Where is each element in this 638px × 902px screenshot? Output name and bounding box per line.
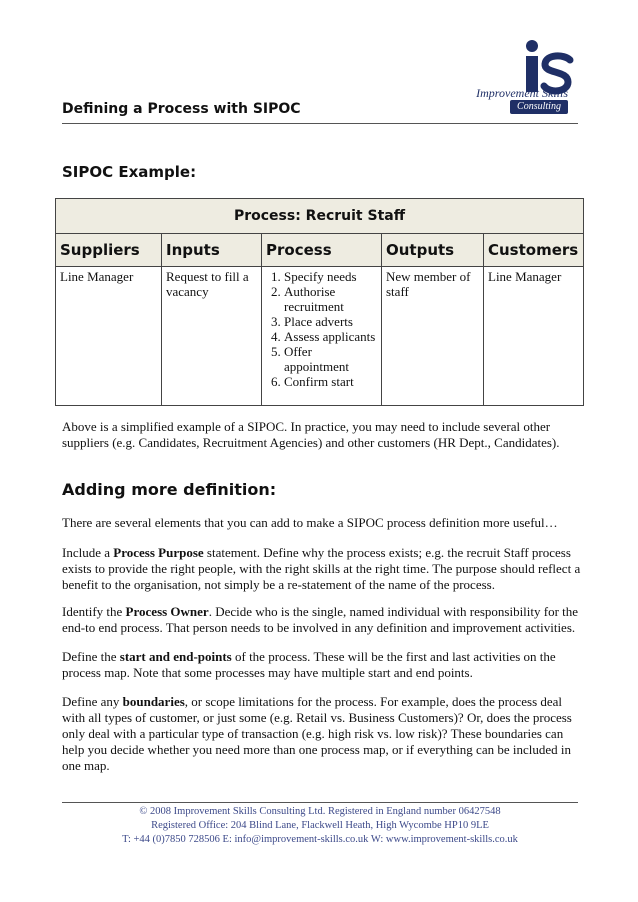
sipoc-example-heading: SIPOC Example: <box>62 163 197 181</box>
process-step: 6. Confirm start <box>284 374 377 389</box>
logo-tagline: Consulting <box>517 101 561 112</box>
p5-lead: Define any <box>62 694 123 709</box>
p2-lead: Include a <box>62 545 114 560</box>
p3-term: Process Owner <box>125 604 209 619</box>
cell-outputs: New member of staff <box>382 267 484 406</box>
p2-body: statement. Define why the process exists; e.g. the recruit Staff process exists to provide the right people, with the right skills at the right time. The purpose should reflect a benefit to the organisation, not simply be a re-statement of the name of the process. <box>62 545 581 592</box>
process-step: 4. Assess applicants <box>284 329 377 344</box>
footer-contact: T: +44 (0)7850 728506 E: info@improvement-skills.co.uk W: www.improvement-skills.co.uk <box>122 834 518 845</box>
company-logo <box>432 36 578 120</box>
p5-term: boundaries <box>122 694 185 709</box>
footer-copyright: © 2008 Improvement Skills Consulting Ltd. Registered in England number 06427548 <box>139 806 501 817</box>
header-outputs: Outputs <box>382 234 484 267</box>
paragraph-start-end-points <box>62 649 582 681</box>
intro-paragraph: Above is a simplified example of a SIPOC. In practice, you may need to include several other suppliers (e.g. Candidates, Recruitment Agencies) and other customers (HR Dept., Candidates). <box>62 419 560 450</box>
cell-process <box>262 267 382 406</box>
paragraph-process-purpose <box>62 545 582 593</box>
sipoc-table <box>55 198 584 406</box>
p4-lead: Define the <box>62 649 120 664</box>
header-customers: Customers <box>484 234 584 267</box>
paragraph-boundaries <box>62 694 582 774</box>
adding-definition-heading: Adding more definition: <box>62 480 277 499</box>
footer-address: Registered Office: 204 Blind Lane, Flackwell Heath, High Wycombe HP10 9LE <box>151 820 489 831</box>
p3-body: . Decide who is the single, named individual with responsibility for the end-to end process. That person needs to be involved in any definition and improvement activities. <box>62 604 579 635</box>
logo-company-name: Improvement Skills <box>476 86 568 100</box>
process-step: 2. Authorise recruitment <box>284 284 377 314</box>
p3-lead: Identify the <box>62 604 126 619</box>
page-footer <box>62 805 578 847</box>
process-step: 1. Specify needs <box>284 269 377 284</box>
paragraph-elements: There are several elements that you can add to make a SIPOC process definition more useful… <box>62 515 558 530</box>
header-suppliers: Suppliers <box>56 234 162 267</box>
header-divider <box>62 123 578 124</box>
process-step: 5. Offer appointment <box>284 344 377 374</box>
p2-term: Process Purpose <box>113 545 204 560</box>
header-process: Process <box>262 234 382 267</box>
logo-consulting-badge <box>510 100 568 114</box>
paragraph-process-owner <box>62 604 582 636</box>
process-steps-list <box>266 269 377 389</box>
process-step: 3. Place adverts <box>284 314 377 329</box>
header-inputs: Inputs <box>162 234 262 267</box>
cell-suppliers: Line Manager <box>56 267 162 406</box>
p4-body: of the process. These will be the first and last activities on the process map. Note that some processes may have multiple start and end points. <box>62 649 556 680</box>
p4-term: start and end-points <box>119 649 232 664</box>
sipoc-header-row <box>56 234 584 267</box>
sipoc-data-row <box>56 267 584 406</box>
cell-customers: Line Manager <box>484 267 584 406</box>
document-title: Defining a Process with SIPOC <box>62 101 301 117</box>
footer-divider <box>62 802 578 803</box>
p5-body: , or scope limitations for the process. For example, does the process deal with all types of customer, or just some (e.g. Retail vs. Business Customers)? Or, does the process only deal with a particular type of transaction (e.g. high risk vs. low risk)? These boundaries can help you decide whether you need more than one process map, or if everything can be included in one map. <box>62 694 572 773</box>
cell-inputs: Request to fill a vacancy <box>162 267 262 406</box>
sipoc-table-title: Process: Recruit Staff <box>56 199 584 234</box>
